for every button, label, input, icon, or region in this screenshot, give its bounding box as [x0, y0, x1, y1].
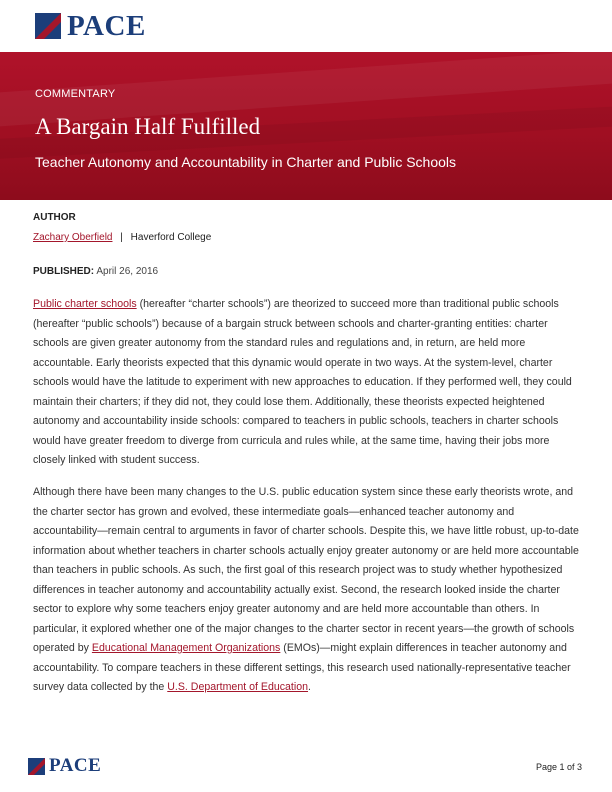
commentary-label: COMMENTARY: [35, 88, 116, 100]
pace-logo-mark-icon: [35, 13, 61, 39]
published-date: [33, 266, 158, 277]
paragraph-2-text-c: .: [308, 681, 311, 693]
author-affiliation: Haverford College: [130, 232, 212, 243]
author-line: [33, 232, 211, 243]
author-name-link[interactable]: Zachary Oberfield: [33, 232, 113, 243]
paragraph-2-text-b: (EMOs)—might explain differences in teacher autonomy and accountability. To compare teachers in these different settings, this research used nationally-representative teacher survey data collected by the: [33, 642, 571, 693]
pace-logo-text: PACE: [67, 10, 146, 42]
author-separator: |: [120, 232, 123, 243]
page-title: A Bargain Half Fulfilled: [35, 114, 261, 139]
pace-logo-footer-text: PACE: [49, 755, 102, 776]
page-subtitle: Teacher Autonomy and Accountability in Charter and Public Schools: [35, 154, 457, 170]
us-department-of-education-link[interactable]: U.S. Department of Education: [167, 681, 309, 693]
author-heading: AUTHOR: [33, 212, 76, 223]
body-paragraph-1: [33, 295, 581, 471]
pace-logo-header[interactable]: [35, 10, 146, 42]
paragraph-1-text: (hereafter “charter schools”) are theorized to succeed more than traditional public schools (hereafter “public schools”) because of a bargain struck between schools and charter-granting entities: charter schools are given greater autonomy from the standard rules and regulations and, in return, are held more accountable. Early theorists expected that this dynamic would operate in two ways. At the system-level, charter schools would have the latitude to experiment with new approaches to education. If they performed well, they could maintain their charters; if they did not, they could lose them. Additionally, these theorists expected heightened autonomy and accountability inside schools: compared to teachers in public schools, teachers in charter schools would have greater freedom to diverge from curricula and rules while, at the same time, having their jobs more closely linked with student success.: [33, 298, 572, 466]
pace-logo-footer: [28, 756, 101, 776]
pace-logo-mark-footer-icon: [28, 758, 45, 775]
page-number: Page 1 of 3: [535, 762, 582, 772]
published-value: April 26, 2016: [96, 266, 159, 277]
published-label: PUBLISHED:: [33, 266, 95, 277]
paragraph-2-text-a: Although there have been many changes to the U.S. public education system since these early theorists wrote, and the charter sector has grown and evolved, these intermediate goals—enhanced teacher autonomy and accountability—remain central to arguments in favor of charter schools. Despite this, we have little robust, up-to-date information about whether teachers in charter schools actually enjoy greater autonomy or are held more accountable than teachers in public schools. As such, the first goal of this research project was to study whether hypothesized differences in teacher autonomy and accountability actually exist. Second, the research looked inside the charter sector to explore why some teachers enjoy greater autonomy and are held more accountable than others. In particular, it explored whether one of the major changes to the charter sector in recent years—the growth of schools operated by: [33, 486, 579, 654]
body-paragraph-2: [33, 483, 581, 698]
public-charter-schools-link[interactable]: Public charter schools: [33, 298, 137, 310]
emo-link[interactable]: Educational Management Organizations: [91, 642, 281, 654]
